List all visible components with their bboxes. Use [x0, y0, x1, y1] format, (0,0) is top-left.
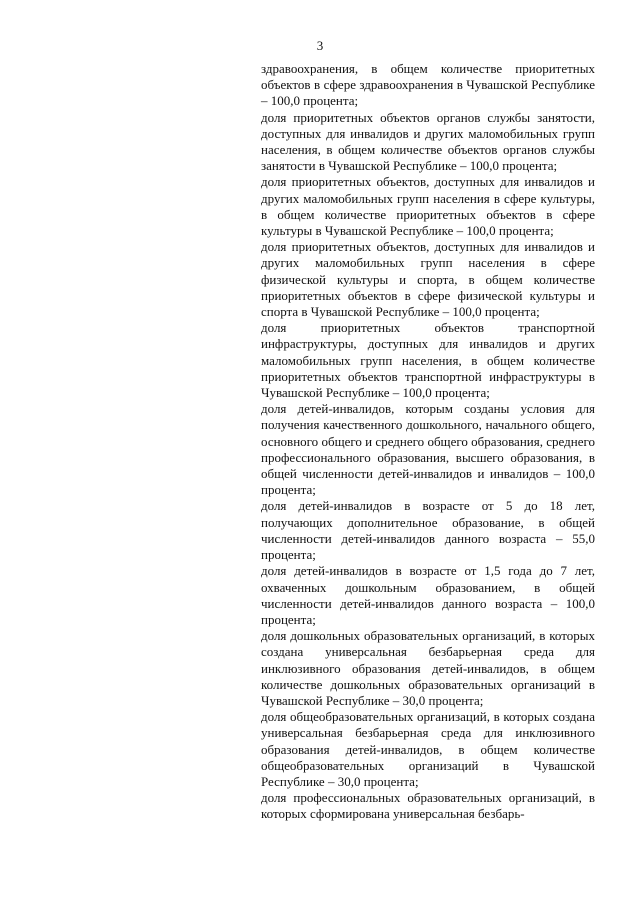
paragraph: доля профессиональных образовательных организаций, в которых сформирована универсальная безбарь- [261, 790, 595, 822]
paragraph: доля детей-инвалидов в возрасте от 5 до 18 лет, получающих дополнительное образование, в общей численности детей-инвалидов данного возраста – 55,0 процента; [261, 498, 595, 563]
paragraph: здравоохранения, в общем количестве приоритетных объектов в сфере здравоохранения в Чувашской Республике – 100,0 процента; [261, 61, 595, 109]
paragraph: доля детей-инвалидов в возрасте от 1,5 года до 7 лет, охваченных дошкольным образованием, в общей численности детей-инвалидов данного возраста – 100,0 процента; [261, 563, 595, 627]
paragraph: доля приоритетных объектов, доступных для инвалидов и других маломобильных групп населения в сфере культуры, в общем количестве приоритетных объектов в сфере культуры в Чувашской Республике – 100,0 процента; [261, 174, 595, 239]
paragraph: доля приоритетных объектов, доступных для инвалидов и других маломобильных групп населения в сфере физической культуры и спорта, в общем количестве приоритетных объектов в сфере физической культуры и спорта в Чувашской Республике – 100,0 процента; [261, 239, 595, 320]
body-text [261, 61, 595, 823]
paragraph: доля дошкольных образовательных организаций, в которых создана универсальная безбарьерная среда для инклюзивного образования детей-инвалидов, в общем количестве дошкольных образовательных организаций в Чувашской Республике – 30,0 процента; [261, 628, 595, 708]
paragraph: доля приоритетных объектов транспортной инфраструктуры, доступных для инвалидов и других маломобильных групп населения, в общем количестве приоритетных объектов транспортной инфраструктуры в Чувашской Республике – 100,0 процента; [261, 320, 595, 401]
paragraph: доля приоритетных объектов органов службы занятости, доступных для инвалидов и других маломобильных групп населения, в общем количестве объектов органов службы занятости в Чувашской Республике – 100,0 процента; [261, 109, 595, 174]
paragraph: доля общеобразовательных организаций, в которых создана универсальная безбарьерная среда для инклюзивного образования детей-инвалидов, в общем количестве общеобразовательных организаций в Чувашской Республике – 30,0 процента; [261, 709, 595, 789]
paragraph: доля детей-инвалидов, которым созданы условия для получения качественного дошкольного, начального общего, основного общего и среднего общего образования, среднего профессионального образования, высшего образования, в общей численности детей-инвалидов и инвалидов – 100,0 процента; [261, 401, 595, 498]
page-number: 3 [316, 38, 324, 53]
